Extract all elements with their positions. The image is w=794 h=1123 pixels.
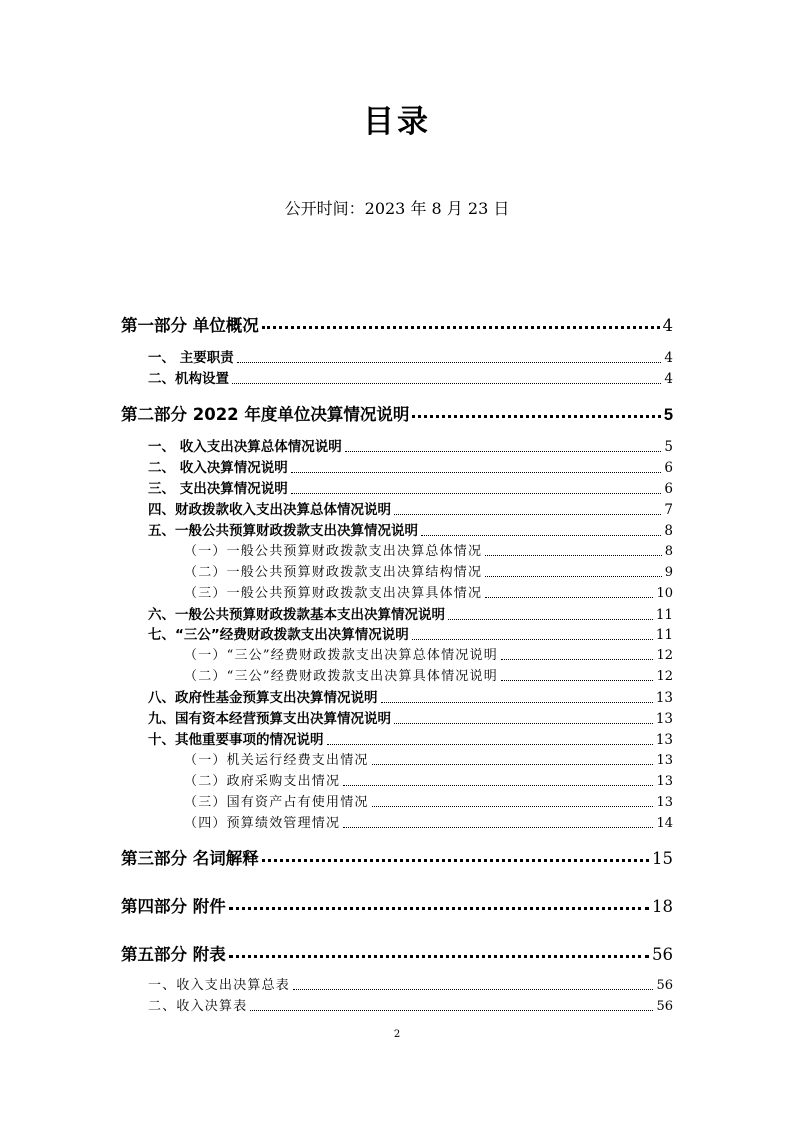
toc-page: 15 <box>652 849 673 868</box>
toc-entry[interactable] <box>148 974 673 993</box>
toc-entry[interactable] <box>184 644 673 663</box>
toc-leader <box>232 383 661 384</box>
toc-label: （一）机关运行经费支出情况 <box>184 753 369 768</box>
toc-page: 56 <box>656 978 673 993</box>
toc-entry[interactable] <box>184 812 673 831</box>
toc-page: 13 <box>656 753 673 768</box>
toc-page: 12 <box>656 648 673 663</box>
toc-page: 11 <box>655 627 673 643</box>
toc-label: 第二部分 2022 年度单位决算情况说明 <box>121 405 410 424</box>
toc-label: （三）一般公共预算财政拨款支出决算具体情况 <box>184 586 483 601</box>
toc-leader <box>343 785 653 786</box>
toc-leader <box>381 702 653 703</box>
toc-entry[interactable] <box>148 435 673 455</box>
toc-entry[interactable] <box>148 707 673 727</box>
toc-leader <box>501 659 654 660</box>
toc-leader <box>412 639 653 640</box>
toc-page: 5 <box>663 406 673 424</box>
toc-label: （四）预算绩效管理情况 <box>184 816 341 831</box>
toc-page: 13 <box>655 711 673 727</box>
toc-label: 第一部分 单位概况 <box>121 316 259 335</box>
toc-leader <box>421 535 661 536</box>
page-title: 目录 <box>363 104 431 140</box>
toc-page: 56 <box>656 999 673 1014</box>
toc-label: 二、机构设置 <box>148 371 229 387</box>
toc-entry[interactable] <box>148 519 673 539</box>
toc-leader <box>229 907 649 910</box>
toc-entry[interactable] <box>148 346 673 366</box>
toc-entry[interactable] <box>121 845 673 869</box>
toc-label: 一、 主要职责 <box>148 350 234 366</box>
toc-leader <box>485 597 653 598</box>
toc-leader <box>293 989 653 990</box>
toc-label: （二）“三公”经费财政拨款支出决算具体情况说明 <box>184 669 498 684</box>
toc-page: 6 <box>664 460 673 476</box>
toc-page: 6 <box>664 481 673 497</box>
toc-page: 13 <box>656 795 673 810</box>
toc-entry[interactable] <box>148 728 673 748</box>
toc-label: 一、收入支出决算总表 <box>148 978 291 993</box>
toc-label: 七、“三公”经费财政拨款支出决算情况说明 <box>148 627 409 643</box>
toc-page: 12 <box>656 669 673 684</box>
toc-entry[interactable] <box>184 582 673 601</box>
toc-label: 第三部分 名词解释 <box>121 849 259 868</box>
toc-entry[interactable] <box>148 456 673 476</box>
toc-leader <box>412 415 660 418</box>
toc-leader <box>291 493 662 494</box>
toc-leader <box>394 723 653 724</box>
toc-leader <box>229 955 649 958</box>
toc-page: 9 <box>664 565 673 580</box>
toc-entry[interactable] <box>148 498 673 518</box>
toc-label: （一）“三公”经费财政拨款支出决算总体情况说明 <box>184 648 498 663</box>
toc-page: 13 <box>656 774 673 789</box>
toc-page: 4 <box>664 350 673 366</box>
toc-entry[interactable] <box>184 770 673 789</box>
toc-entry[interactable] <box>184 540 673 559</box>
toc-page: 11 <box>655 607 673 623</box>
toc-entry[interactable] <box>148 477 673 497</box>
toc-leader <box>448 619 653 620</box>
toc-entry[interactable] <box>148 686 673 706</box>
toc-label: 六、一般公共预算财政拨款基本支出决算情况说明 <box>148 607 445 623</box>
toc-leader <box>501 680 654 681</box>
toc-entry[interactable] <box>184 665 673 684</box>
toc-label: 二、收入决算表 <box>148 999 248 1014</box>
toc-entry[interactable] <box>121 312 673 336</box>
toc-entry[interactable] <box>184 791 673 810</box>
toc-leader <box>237 362 662 363</box>
toc-page: 13 <box>655 732 673 748</box>
toc-label: （三）国有资产占有使用情况 <box>184 795 369 810</box>
toc-page: 4 <box>662 316 673 335</box>
toc-label: 四、财政拨款收入支出决算总体情况说明 <box>148 502 391 518</box>
toc-entry[interactable] <box>148 623 673 643</box>
toc-entry[interactable] <box>148 995 673 1014</box>
toc-label: （二）政府采购支出情况 <box>184 774 341 789</box>
toc-page: 13 <box>655 690 673 706</box>
page-number: 2 <box>393 1029 401 1040</box>
toc-label: 第五部分 附表 <box>121 945 226 964</box>
toc-label: 九、国有资本经营预算支出决算情况说明 <box>148 711 391 727</box>
toc-label: 五、一般公共预算财政拨款支出决算情况说明 <box>148 523 418 539</box>
toc-label: 八、政府性基金预算支出决算情况说明 <box>148 690 378 706</box>
toc-page: 5 <box>664 439 673 455</box>
toc-leader <box>372 806 654 807</box>
toc-page: 7 <box>664 502 673 518</box>
toc-leader <box>262 859 649 862</box>
toc-leader <box>343 827 653 828</box>
toc-label: 十、其他重要事项的情况说明 <box>148 732 324 748</box>
toc-label: （二）一般公共预算财政拨款支出决算结构情况 <box>184 565 483 580</box>
toc-leader <box>394 514 661 515</box>
toc-page: 56 <box>652 945 673 964</box>
toc-label: 三、 支出决算情况说明 <box>148 481 288 497</box>
toc-entry[interactable] <box>148 367 673 387</box>
toc-entry[interactable] <box>148 603 673 623</box>
toc-leader <box>345 451 662 452</box>
toc-leader <box>327 744 653 745</box>
toc-page: 10 <box>656 586 673 601</box>
toc-entry[interactable] <box>184 749 673 768</box>
toc-label: 一、 收入支出决算总体情况说明 <box>148 439 342 455</box>
toc-page: 18 <box>652 897 673 916</box>
toc-label: （一）一般公共预算财政拨款支出决算总体情况 <box>184 544 483 559</box>
toc-entry[interactable] <box>121 893 673 917</box>
toc-label: 第四部分 附件 <box>121 897 226 916</box>
toc-leader <box>485 555 662 556</box>
toc-entry[interactable] <box>121 941 673 965</box>
publish-date: 公开时间：2023 年 8 月 23 日 <box>284 199 510 218</box>
toc-leader <box>291 472 662 473</box>
toc-page: 8 <box>664 523 673 539</box>
toc-page: 4 <box>664 371 673 387</box>
toc-entry[interactable] <box>121 401 673 425</box>
toc-page: 8 <box>664 544 673 559</box>
toc-entry[interactable] <box>184 561 673 580</box>
toc-leader <box>372 764 654 765</box>
toc-leader <box>485 576 662 577</box>
toc-leader <box>250 1010 653 1011</box>
toc-leader <box>262 326 660 329</box>
toc-page: 14 <box>656 816 673 831</box>
toc-label: 二、 收入决算情况说明 <box>148 460 288 476</box>
